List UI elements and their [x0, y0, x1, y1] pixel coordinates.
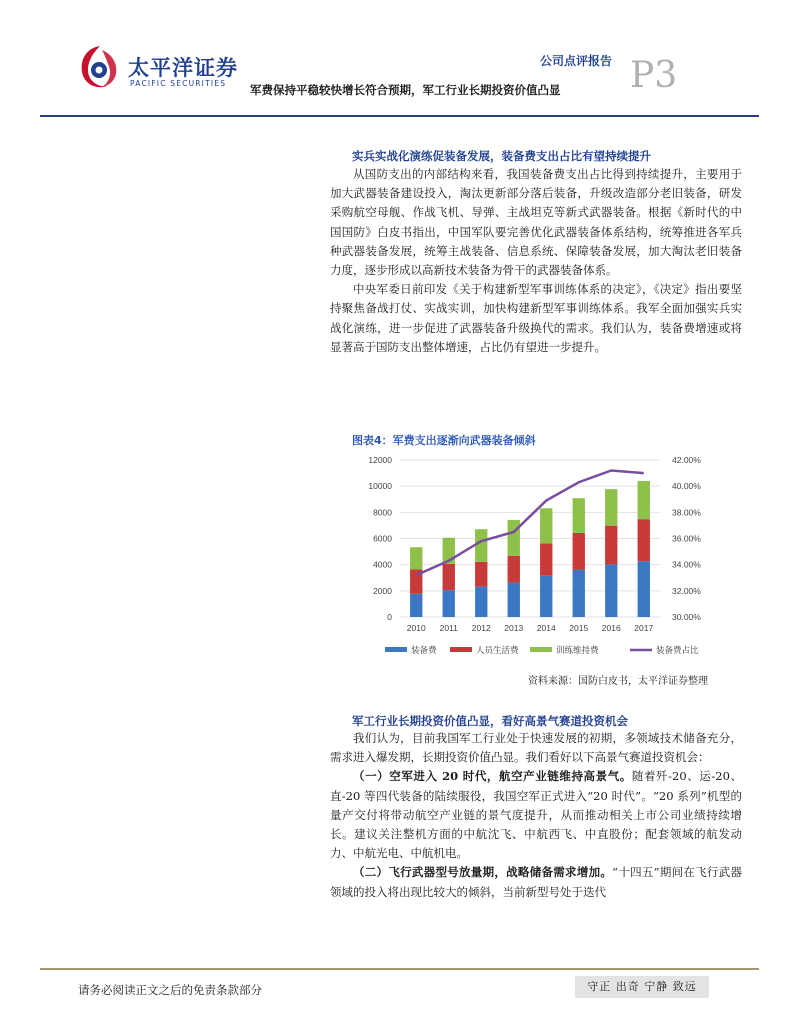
section1-paragraph2: 中央军委日前印发《关于构建新型军事训练体系的决定》，《决定》指出要坚持聚焦备战打仗、实战实训，加快构建新型军事训练体系。我军全面加强实兵实战化演练，进一步促进了武器装备升级换代的需求。我们认为，装备费增速或将显著高于国防支出整体增速，占比仍有望进一步提升。 — [330, 282, 742, 354]
y-left-tick-label: 12000 — [368, 455, 392, 465]
bar-segment — [638, 481, 650, 519]
item2-lead: （二）飞行武器型号放量期，战略储备需求增加。 — [353, 865, 613, 880]
bar-segment — [605, 489, 617, 526]
x-tick-label: 2011 — [439, 623, 458, 633]
pacific-securities-logo-icon — [78, 44, 122, 90]
section2-body — [330, 729, 742, 902]
y-left-tick-label: 2000 — [373, 585, 392, 596]
section1-paragraph1: 从国防支出的内部结构来看，我国装备费支出占比得到持续提升，主要用于加大武器装备建设投入，淘汰更新部分落后装备，升级改造部分老旧装备，研发采购航空母舰、作战飞机、导弹、主战坦克等新式武器装备。根据《新时代的中国国防》白皮书指出，中国军队要完善优化武器装备体系结构，统筹推进各军兵种武器装备发展，统筹主战装备、信息系统、保障装备发展，加大淘汰老旧装备力度，逐步形成以高新技术装备为骨干的武器装备体系。 — [330, 167, 742, 278]
x-tick-label: 2014 — [536, 623, 556, 633]
y-left-tick-label: 6000 — [373, 533, 392, 544]
bar-segment — [540, 576, 552, 617]
bar-segment — [605, 564, 617, 617]
item1-lead: （一）空军进入 20 时代，航空产业链维持高景气。 — [353, 769, 632, 784]
header-divider — [40, 115, 759, 117]
logo-chinese-name: 太平洋证券 — [128, 56, 238, 80]
bar-segment — [508, 556, 520, 583]
bar-segment — [540, 508, 552, 543]
y-left-tick-label: 4000 — [373, 559, 392, 570]
y-right-tick-label: 38.00% — [672, 507, 701, 518]
bar-segment — [475, 587, 487, 617]
x-tick-label: 2016 — [601, 623, 621, 633]
bar-segment — [540, 543, 552, 575]
legend-swatch — [385, 647, 407, 652]
y-left-tick-label: 8000 — [373, 507, 392, 518]
y-right-tick-label: 42.00% — [672, 455, 701, 465]
y-right-tick-label: 32.00% — [672, 585, 701, 596]
legend-label: 训练维持费 — [556, 646, 599, 656]
bar-segment — [475, 529, 487, 562]
bar-segment — [638, 561, 650, 617]
x-tick-label: 2012 — [471, 623, 491, 633]
item1-body: 随着歼-20、运-20、直-20 等四代装备的陆续服役，我国空军正式进入“20 时代”。“20 系列”机型的量产交付将带动航空产业链的景气度提升，从而推动相关上市公司业绩持续增长。建议关注整机方面的中航沈飞、中航西飞、中直股份；配套领域的航发动力、中航光电、中航机电。 — [330, 769, 742, 861]
figure-title: 图表4：军费支出逐渐向武器装备倾斜 — [352, 434, 536, 447]
item2-body: “十四五”期间在飞行武器领域的投入将出现比较大的倾斜，当前新型号处于迭代 — [330, 865, 742, 899]
section1-heading: 实兵实战化演练促装备发展，装备费支出占比有望持续提升 — [352, 149, 651, 163]
stacked-bar-line-chart — [340, 450, 740, 664]
legend-label: 装备费占比 — [656, 646, 699, 656]
report-type: 公司点评报告 — [540, 54, 613, 68]
x-tick-label: 2015 — [569, 623, 589, 633]
legend-label: 人员生活费 — [476, 646, 519, 656]
page-number: P3 — [630, 55, 678, 96]
y-left-tick-label: 0 — [387, 612, 392, 622]
x-tick-label: 2017 — [634, 623, 654, 633]
bar-segment — [573, 533, 585, 570]
section2-paragraph1: 我们认为，目前我国军工行业处于快速发展的初期，多领域技术储备充分，需求进入爆发期，长期投资价值凸显。我们看好以下高景气赛道投资机会： — [330, 731, 742, 765]
bar-segment — [605, 526, 617, 565]
footer-motto: 守正 出奇 宁静 致远 — [575, 976, 709, 998]
bar-segment — [410, 547, 422, 569]
footer-divider — [40, 968, 759, 970]
bar-segment — [443, 590, 455, 617]
y-right-tick-label: 30.00% — [672, 612, 701, 622]
legend-swatch — [450, 647, 472, 652]
bar-segment — [638, 519, 650, 561]
bar-segment — [508, 583, 520, 617]
y-right-tick-label: 34.00% — [672, 559, 701, 570]
legend-label: 装备费 — [411, 646, 437, 656]
bar-segment — [410, 594, 422, 617]
legend-swatch — [530, 647, 552, 652]
logo-english-name: PACIFIC SECURITIES — [130, 79, 227, 88]
section2-item1 — [330, 767, 742, 863]
x-tick-label: 2010 — [406, 623, 426, 633]
bar-segment — [475, 562, 487, 587]
bar-segment — [573, 570, 585, 617]
bar-segment — [443, 564, 455, 590]
bar-segment — [508, 520, 520, 556]
y-left-tick-label: 10000 — [368, 481, 392, 492]
bar-segment — [573, 498, 585, 533]
section2-item2 — [330, 863, 742, 901]
section1-body — [330, 165, 742, 357]
x-tick-label: 2013 — [504, 623, 524, 633]
header-title: 军费保持平稳较快增长符合预期，军工行业长期投资价值凸显 — [250, 83, 561, 97]
footer-disclaimer: 请务必阅读正文之后的免责条款部分 — [78, 983, 262, 997]
figure-source: 资料来源：国防白皮书，太平洋证券整理 — [528, 676, 708, 687]
y-right-tick-label: 40.00% — [672, 481, 701, 492]
y-right-tick-label: 36.00% — [672, 533, 701, 544]
section2-heading: 军工行业长期投资价值凸显，看好高景气赛道投资机会 — [352, 714, 628, 728]
